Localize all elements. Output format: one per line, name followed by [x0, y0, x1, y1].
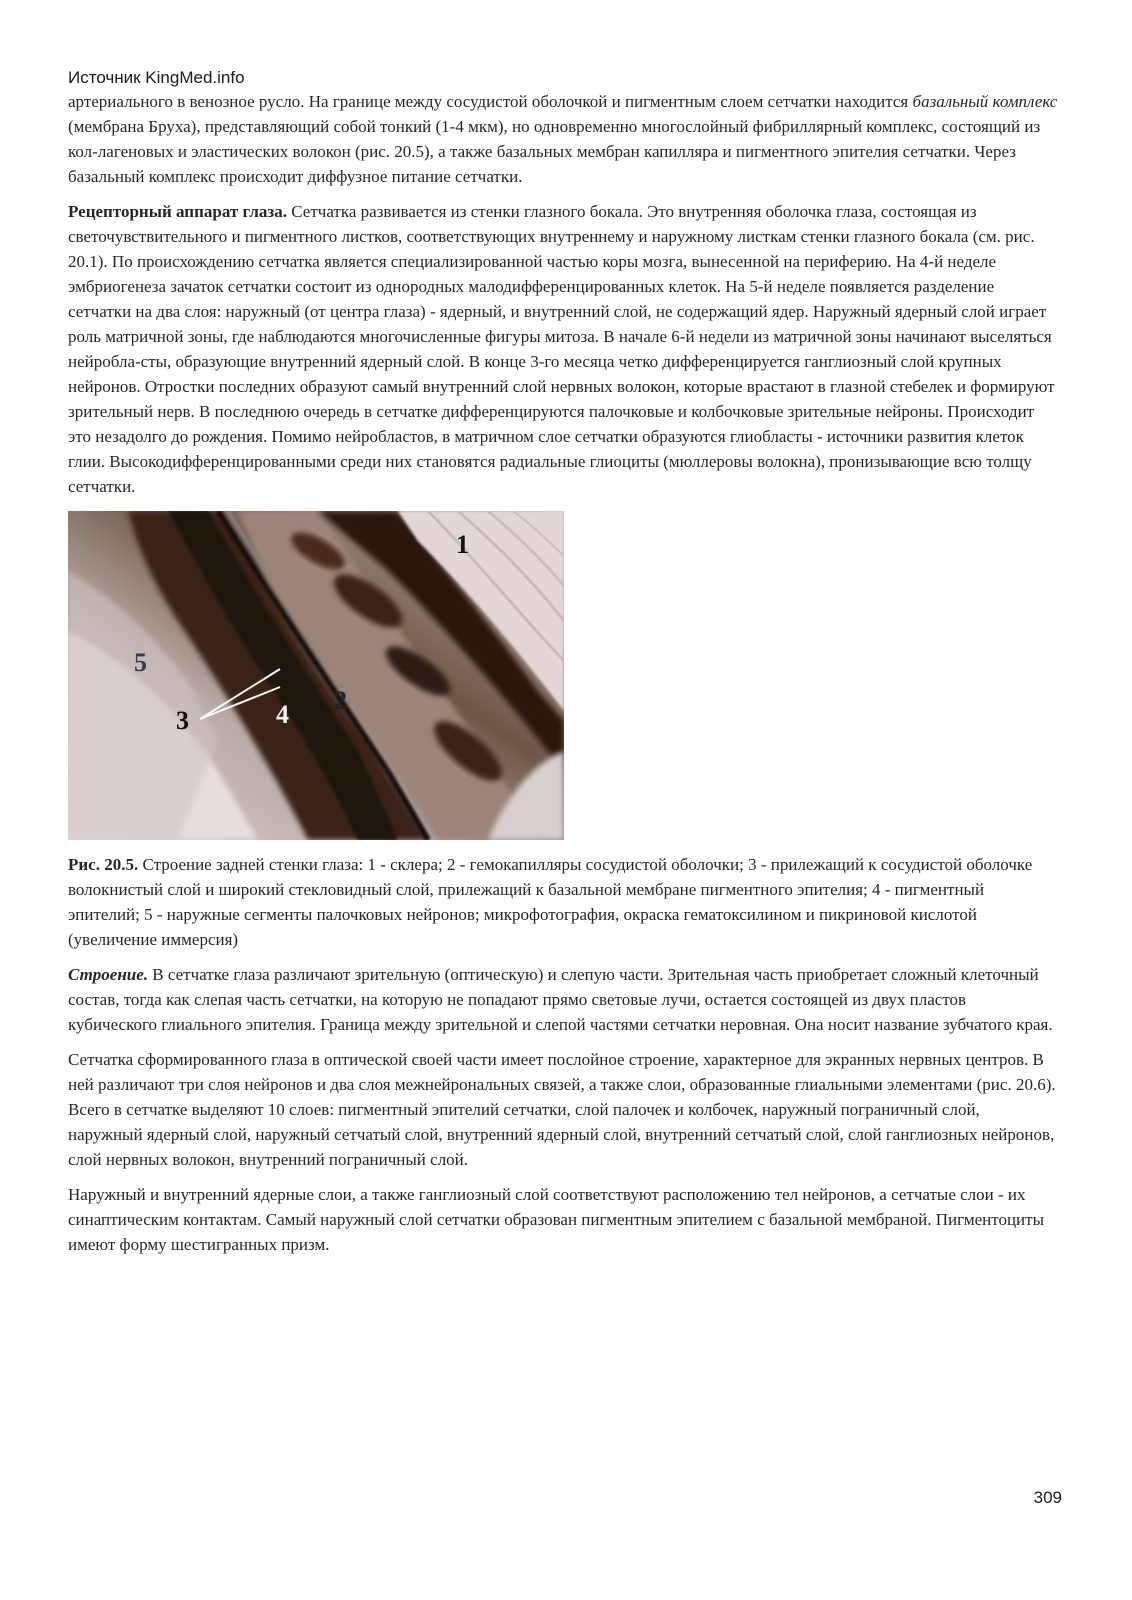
micrograph-figure [68, 511, 564, 840]
paragraph-2 [68, 199, 1058, 499]
figure-label-3: 3 [176, 706, 189, 735]
paragraph-3 [68, 962, 1058, 1037]
page-content [68, 60, 1058, 1267]
paragraph-5: Наружный и внутренний ядерные слои, а также ганглиозный слой соответствуют расположению тел нейронов, а сетчатые слои - их синаптическим контактам. Самый наружный слой сетчатки образован пигментным эпителием с базальной мембраной. Пигментоциты имеют форму шестигранных призм. [68, 1185, 1044, 1254]
source-header: Источник KingMed.info [68, 68, 245, 87]
micrograph-image [68, 511, 564, 840]
paragraph-3-heading: Строение. [68, 965, 149, 984]
paragraph-1-text-b: (мембрана Бруха), представляющий собой тонкий (1-4 мкм), но одновременно многослойный фибриллярный комплекс, состоящий из кол-лагеновых и эластических волокон (рис. 20.5), а также базальных мембран капилляра и пигментного эпителия сетчатки. Через базальный комплекс происходит диффузное питание сетчатки. [68, 117, 1041, 186]
figure-label-5: 5 [134, 648, 147, 677]
paragraph-2-heading: Рецепторный аппарат глаза. [68, 202, 287, 221]
figure-label-1: 1 [456, 530, 469, 559]
figure-caption-title: Рис. 20.5. [68, 855, 139, 874]
paragraph-3-text: В сетчатке глаза различают зрительную (оптическую) и слепую части. Зрительная часть приобретает сложный клеточный состав, тогда как слепая часть сетчатки, на которую не попадают прямо световые лучи, остается состоящей из двух пластов кубического глиального эпителия. Граница между зрительной и слепой частями сетчатки неровная. Она носит название зубчатого края. [68, 965, 1053, 1034]
page-number: 309 [1033, 1488, 1062, 1507]
paragraph-1 [68, 89, 1058, 189]
paragraph-1-emphasis: базальный комплекс [912, 92, 1058, 111]
paragraph-4: Сетчатка сформированного глаза в оптической своей части имеет послойное строение, характерное для экранных нервных центров. В ней различают три слоя нейронов и два слоя межнейрональных связей, а также слои, образованные глиальными элементами (рис. 20.6). Всего в сетчатке выделяют 10 слоев: пигментный эпителий сетчатки, слой палочек и колбочек, наружный пограничный слой, наружный ядерный слой, наружный сетчатый слой, внутренний ядерный слой, внутренний сетчатый слой, слой ганглиозных нейронов, слой нервных волокон, внутренний пограничный слой. [68, 1050, 1056, 1169]
paragraph-2-text: Сетчатка развивается из стенки глазного бокала. Это внутренняя оболочка глаза, состоящая из светочувствительного и пигментного листков, соответствующих внутреннему и наружному листкам стенки глазного бокала (см. рис. 20.1). По происхождению сетчатка является специализированной частью коры мозга, вынесенной на периферию. На 4-й неделе эмбриогенеза зачаток сетчатки состоит из однородных малодифференцированных клеток. На 5-й неделе появляется разделение сетчатки на два слоя: наружный (от центра глаза) - ядерный, и внутренний слой, не содержащий ядер. Наружный ядерный слой играет роль матричной зоны, где наблюдаются многочисленные фигуры митоза. В начале 6-й недели из матричной зоны начинают выселяться нейробла-сты, образующие внутренний ядерный слой. В конце 3-го месяца четко дифференцируется ганглиозный слой крупных нейронов. Отростки последних образуют самый внутренний слой нервных волокон, которые врастают в глазной стебелек и формируют зрительный нерв. В последнюю очередь в сетчатке дифференцируются палочковые и колбочковые зрительные нейроны. Происходит это незадолго до рождения. Помимо нейробластов, в матричном слое сетчатки образуются глиобласты - источники развития клеток глии. Высокодифференцированными среди них становятся радиальные глиоциты (мюллеровы волокна), пронизывающие всю толщу сетчатки. [68, 202, 1055, 496]
figure-label-2: 2 [334, 686, 347, 715]
figure-caption-text: Строение задней стенки глаза: 1 - склера; 2 - гемокапилляры сосудистой оболочки; 3 - прилежащий к сосудистой оболочке волокнистый слой и широкий стекловидный слой, прилежащий к базальной мембране пигментного эпителия; 4 - пигментный эпителий; 5 - наружные сегменты палочковых нейронов; микрофотография, окраска гематоксилином и пикриновой кислотой (увеличение иммерсия) [68, 855, 1033, 949]
figure-label-4: 4 [276, 700, 289, 729]
paragraph-1-text-a: артериального в венозное русло. На границе между сосудистой оболочкой и пигментным слоем сетчатки находится [68, 92, 913, 111]
figure-caption [68, 852, 1058, 952]
